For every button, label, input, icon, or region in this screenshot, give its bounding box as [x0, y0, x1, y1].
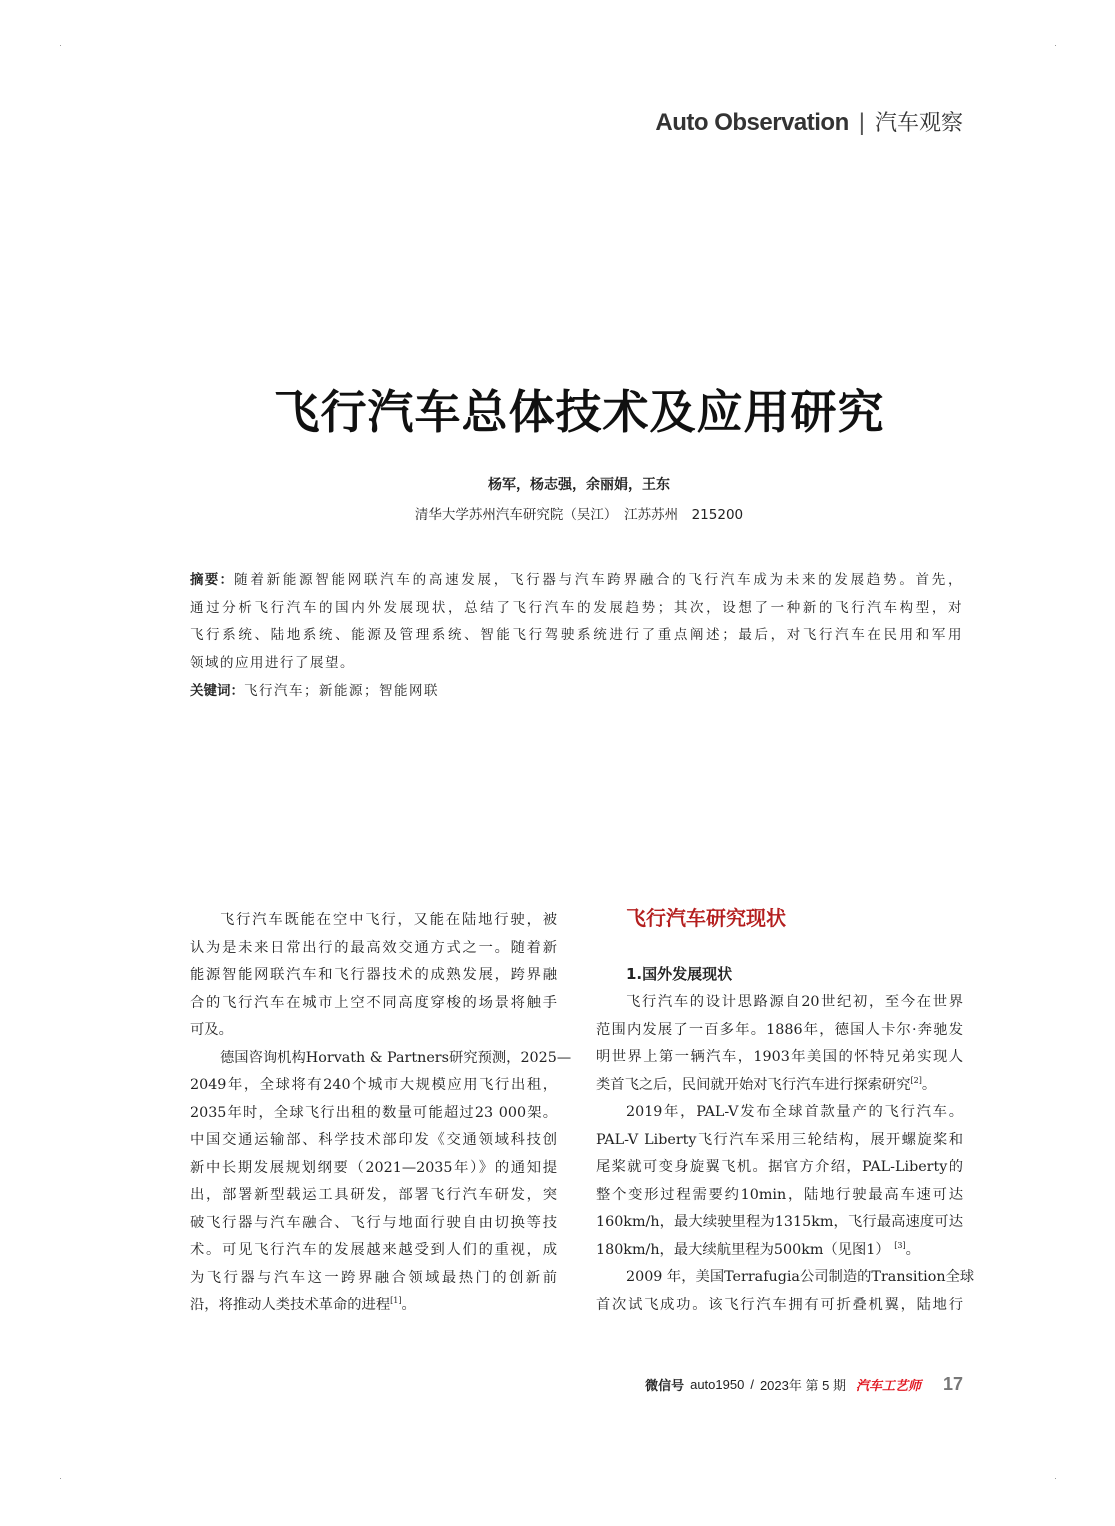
article-title: 飞行汽车总体技术及应用研究 — [273, 385, 885, 439]
left-column — [190, 907, 572, 1320]
header-separator: | — [858, 109, 865, 136]
text-line — [596, 1237, 963, 1265]
text-line: 飞行汽车既能在空中飞行，又能在陆地行驶，被 — [220, 912, 557, 928]
page-footer — [645, 1374, 963, 1395]
footer-separator: / — [750, 1377, 754, 1392]
right-column — [596, 903, 975, 1319]
running-header — [655, 106, 963, 137]
keywords-text: 飞行汽车；新能源；智能网联 — [244, 682, 439, 699]
citation-ref[interactable]: [2] — [910, 1075, 922, 1085]
text-line: 出，部署新型载运工具研发，部署飞行汽车研发，突 — [190, 1187, 557, 1203]
text-line — [596, 1072, 963, 1100]
text-line: 合的飞行汽车在城市上空不同高度穿梭的场景将触手 — [190, 994, 557, 1011]
subsection-heading: 1.国外发展现状 — [626, 965, 733, 983]
paragraph — [596, 1264, 975, 1319]
abstract — [190, 570, 963, 708]
text-line: 2049年，全球将有240个城市大规模应用飞行出租， — [190, 1077, 557, 1093]
text-line: 2019年，PAL-V发布全球首款量产的飞行汽车。 — [626, 1104, 963, 1120]
abstract-line: 通过分析飞行汽车的国内外发展现状，总结了飞行汽车的发展趋势；其次，设想了一种新的飞行汽车构型，对 — [190, 599, 963, 616]
abstract-text: 随着新能源智能网联汽车的高速发展，飞行器与汽车跨界融合的飞行汽车成为未来的发展趋势。首先， — [234, 572, 964, 588]
text-line: 明世界上第一辆汽车，1903年美国的怀特兄弟实现人 — [596, 1049, 963, 1065]
abstract-line — [190, 570, 963, 598]
paragraph — [596, 989, 963, 1099]
text-line: 2009 年，美国Terrafugia公司制造的Transition全球 — [626, 1269, 975, 1285]
citation-ref[interactable]: [1] — [390, 1296, 402, 1306]
crop-mark — [60, 1478, 61, 1479]
section-heading: 飞行汽车研究现状 — [626, 906, 786, 930]
text-line: 整个变形过程需要约10min，陆地行驶最高车速可达 — [596, 1186, 963, 1203]
citation-ref[interactable]: [3] — [894, 1240, 906, 1250]
section-name-cn: 汽车观察 — [874, 111, 963, 136]
text: 。 — [921, 1076, 937, 1093]
text-line: 能源智能网联汽车和飞行器技术的成熟发展，跨界融 — [190, 967, 557, 983]
section-name-en: Auto Observation — [655, 109, 849, 136]
text-line — [190, 1292, 557, 1320]
paragraph — [596, 1099, 963, 1264]
crop-mark — [60, 45, 61, 46]
text-line: 可及。 — [190, 1022, 233, 1038]
page-number: 17 — [942, 1374, 963, 1394]
text-line: 德国咨询机构Horvath & Partners研究预测，2025— — [220, 1049, 572, 1066]
text-line: 术。可见飞行汽车的发展越来越受到人们的重视，成 — [190, 1242, 557, 1258]
wechat-label: 微信号 — [645, 1378, 685, 1393]
text-line: 160km/h，最大续驶里程为1315km，飞行最高速度可达 — [596, 1214, 963, 1230]
text: 。 — [401, 1297, 416, 1313]
text: 沿，将推动人类技术革命的进程 — [190, 1297, 391, 1313]
issue-info: 2023年 第 5 期 — [759, 1378, 846, 1393]
wechat-id: auto1950 — [690, 1377, 745, 1392]
text-line: 新中长期发展规划纲要（2021—2035年）》的通知提 — [190, 1159, 557, 1176]
paragraph — [190, 907, 557, 1045]
text: 180km/h，最大续航里程为500km（见图1） — [596, 1241, 890, 1258]
text-line: 破飞行器与汽车融合、飞行与地面行驶自由切换等技 — [190, 1214, 557, 1231]
abstract-line: 领域的应用进行了展望。 — [190, 655, 355, 672]
affiliation: 清华大学苏州汽车研究院（吴江） 江苏苏州 215200 — [414, 507, 744, 523]
abstract-line: 飞行系统、陆地系统、能源及管理系统、智能飞行驾驶系统进行了重点阐述；最后，对飞行汽车在民用和军用 — [190, 627, 963, 644]
crop-mark — [1055, 45, 1056, 46]
text-line: 为飞行器与汽车这一跨界融合领域最热门的创新前 — [190, 1269, 557, 1286]
text-line: 中国交通运输部、科学技术部印发《交通领域科技创 — [190, 1132, 557, 1148]
abstract-label: 摘要： — [190, 572, 235, 588]
text-line: 认为是未来日常出行的最高效交通方式之一。随着新 — [190, 939, 557, 956]
text-line: 尾桨就可变身旋翼飞机。据官方介绍，PAL-Liberty的 — [596, 1159, 963, 1175]
text-line: PAL-V Liberty飞行汽车采用三轮结构，展开螺旋桨和 — [596, 1131, 963, 1148]
text-line: 首次试飞成功。该飞行汽车拥有可折叠机翼，陆地行 — [596, 1296, 963, 1313]
text-line: 范围内发展了一百多年。1886年，德国人卡尔·奔驰发 — [596, 1021, 963, 1038]
text: 类首飞之后，民间就开始对飞行汽车进行探索研究 — [596, 1076, 911, 1093]
paragraph — [190, 1045, 572, 1320]
journal-logo: 汽车工艺师 — [855, 1379, 921, 1394]
text-line: 飞行汽车的设计思路源自20世纪初，至今在世界 — [626, 994, 963, 1010]
text: 。 — [905, 1241, 920, 1258]
authors: 杨军，杨志强，余丽娟，王东 — [488, 477, 670, 493]
keywords — [190, 681, 963, 709]
text-line: 2035年时，全球飞行出租的数量可能超过23 000架。 — [190, 1104, 557, 1121]
keywords-label: 关键词： — [190, 682, 244, 699]
crop-mark — [1055, 1478, 1056, 1479]
